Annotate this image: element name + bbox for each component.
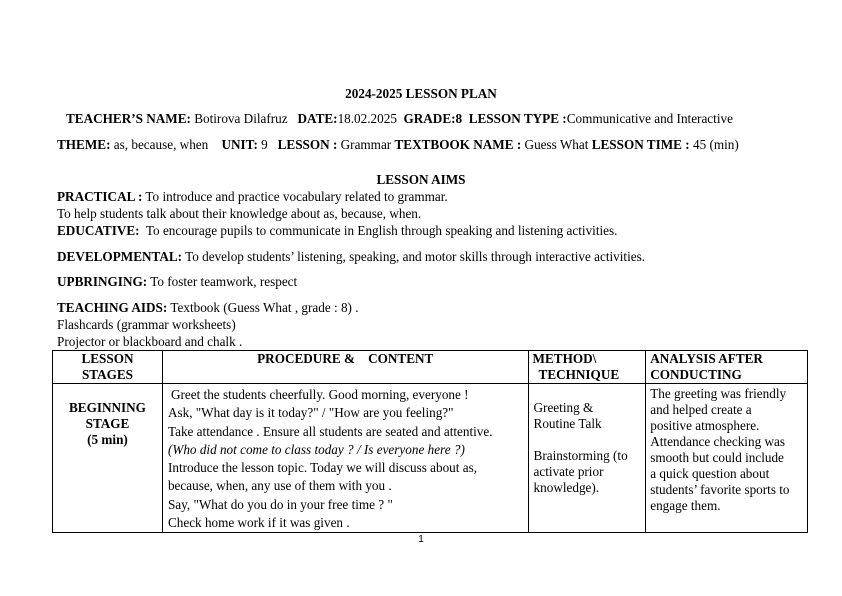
- aim-practical: PRACTICAL : To introduce and practice vocabulary related to grammar.: [57, 189, 448, 204]
- stage-cell: BEGINNING STAGE (5 min): [53, 384, 163, 533]
- teacher-info-line: TEACHER’S NAME: Botirova Dilafruz DATE:18.02.2025 GRADE:8 LESSON TYPE :Communicative and Interactive: [66, 111, 733, 126]
- header-procedure: PROCEDURE & CONTENT: [162, 351, 528, 384]
- aims-title: LESSON AIMS: [376, 172, 466, 187]
- header-analysis: ANALYSIS AFTER CONDUCTING: [646, 351, 808, 384]
- header-lesson-stages: LESSON STAGES: [53, 351, 163, 384]
- aim-educative: EDUCATIVE: To encourage pupils to communicate in English through speaking and listening activities.: [57, 223, 618, 238]
- page-number: 1: [418, 534, 424, 545]
- table-header-row: [53, 351, 808, 384]
- aim-practical-extra: To help students talk about their knowledge about as, because, when.: [57, 206, 422, 221]
- teaching-aids: TEACHING AIDS: Textbook (Guess What , grade : 8) .: [57, 300, 359, 315]
- analysis-cell: The greeting was friendly and helped create a positive atmosphere. Attendance checking was smooth but could include a quick question about students’ favorite sports to engage them.: [646, 384, 808, 533]
- lesson-plan-table: [52, 350, 808, 533]
- aim-developmental: DEVELOPMENTAL: To develop students’ listening, speaking, and motor skills through interactive activities.: [57, 249, 646, 264]
- theme-info-line: THEME: as, because, when UNIT: 9 LESSON : Grammar TEXTBOOK NAME : Guess What LESSON TIME : 45 (min): [57, 137, 739, 152]
- procedure-cell: Greet the students cheerfully. Good morning, everyone ! Ask, "What day is it today?" / "How are you feeling?" Take attendance . Ensure all students are seated and attentive. (Who did not come to class today ? / Is everyone here ?) Introduce the lesson topic. Today we will discuss about as, because, when, any use of them with you . Say, "What do you do in your free time ? " Check home work if it was given .: [162, 384, 528, 533]
- method-cell: Greeting & Routine Talk Brainstorming (to activate prior knowledge).: [528, 384, 646, 533]
- header-method: METHOD\ TECHNIQUE: [528, 351, 646, 384]
- aim-upbringing: UPBRINGING: To foster teamwork, respect: [57, 274, 298, 289]
- page-title: 2024-2025 LESSON PLAN: [345, 86, 497, 101]
- table-row: [53, 384, 808, 533]
- teaching-aids-line2: Flashcards (grammar worksheets): [57, 317, 236, 332]
- teaching-aids-line3: Projector or blackboard and chalk .: [57, 334, 243, 349]
